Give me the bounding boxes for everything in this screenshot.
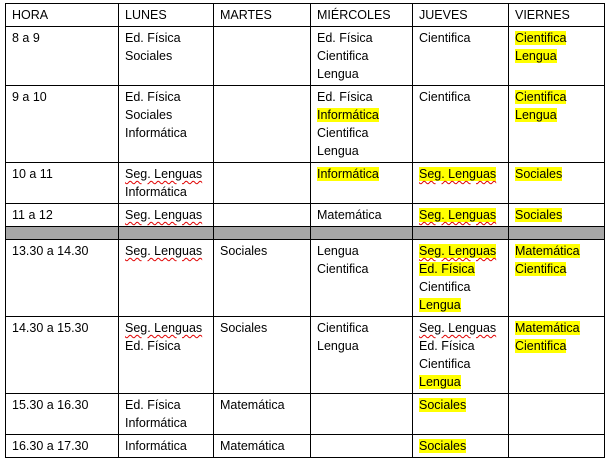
viernes-cell[interactable]: [509, 435, 605, 458]
hora-cell[interactable]: 8 a 9: [6, 27, 119, 86]
highlighted-subject: Lengua: [515, 108, 557, 122]
jueves-cell[interactable]: [413, 240, 509, 317]
schedule-table: [5, 3, 605, 458]
viernes-cell[interactable]: [509, 163, 605, 204]
miercoles-cell[interactable]: [311, 27, 413, 86]
subject-line: [125, 437, 213, 455]
subject-line: [419, 355, 508, 373]
highlighted-subject: Informática: [317, 167, 379, 181]
lunes-cell[interactable]: [119, 240, 214, 317]
subject-line: [419, 242, 508, 260]
miercoles-cell[interactable]: [311, 394, 413, 435]
viernes-cell[interactable]: [509, 317, 605, 394]
martes-cell[interactable]: [214, 394, 311, 435]
header-jueves[interactable]: JUEVES: [413, 4, 509, 27]
subject: Lengua: [317, 67, 359, 81]
viernes-cell[interactable]: [509, 27, 605, 86]
subject-line: [125, 319, 213, 337]
subject-line: [220, 437, 310, 455]
subject-line: [125, 183, 213, 201]
hora-cell[interactable]: 11 a 12: [6, 204, 119, 227]
subject: Matemática: [220, 439, 285, 453]
hora-cell[interactable]: 13.30 a 14.30: [6, 240, 119, 317]
subject: Ed. Física: [125, 90, 181, 104]
subject: Ed. Física: [419, 339, 475, 353]
subject-line: [419, 373, 508, 391]
subject-line: [125, 414, 213, 432]
break-cell[interactable]: [413, 227, 509, 240]
martes-cell[interactable]: [214, 163, 311, 204]
subject: Sociales: [220, 321, 268, 335]
highlighted-subject: Informática: [317, 108, 379, 122]
subject: Matemática: [317, 208, 382, 222]
subject-line: [125, 396, 213, 414]
subject: Seg. Lenguas: [419, 321, 497, 335]
highlighted-subject: Sociales: [515, 167, 563, 181]
subject-line: [419, 206, 508, 224]
hora-cell[interactable]: 14.30 a 15.30: [6, 317, 119, 394]
highlighted-subject: Sociales: [419, 439, 467, 453]
header-viernes[interactable]: VIERNES: [509, 4, 605, 27]
subject-line: [419, 296, 508, 314]
table-row: [6, 317, 605, 394]
subject-line: [125, 106, 213, 124]
highlighted-subject: Matemática: [515, 244, 580, 258]
highlighted-subject: Cientifica: [515, 262, 567, 276]
break-cell[interactable]: [214, 227, 311, 240]
hora-cell[interactable]: 10 a 11: [6, 163, 119, 204]
lunes-cell[interactable]: [119, 317, 214, 394]
lunes-cell[interactable]: [119, 86, 214, 163]
subject: Seg. Lenguas: [125, 321, 203, 335]
highlighted-subject: Ed. Física: [419, 262, 475, 276]
subject-line: [220, 242, 310, 260]
subject: Cientifica: [419, 31, 471, 45]
jueves-cell[interactable]: [413, 86, 509, 163]
subject-line: [515, 88, 604, 106]
subject-line: [317, 29, 412, 47]
lunes-cell[interactable]: [119, 435, 214, 458]
table-row: [6, 86, 605, 163]
jueves-cell[interactable]: [413, 394, 509, 435]
subject-line: [125, 337, 213, 355]
subject-line: [317, 65, 412, 83]
miercoles-cell[interactable]: [311, 240, 413, 317]
table-row: [6, 163, 605, 204]
hora-cell[interactable]: 15.30 a 16.30: [6, 394, 119, 435]
subject: Sociales: [125, 108, 173, 122]
subject-line: [419, 337, 508, 355]
subject-line: [419, 319, 508, 337]
subject-line: [317, 206, 412, 224]
subject-line: [419, 396, 508, 414]
subject: Cientifica: [317, 321, 369, 335]
subject-line: [419, 278, 508, 296]
subject-line: [317, 319, 412, 337]
subject-line: [317, 337, 412, 355]
viernes-cell[interactable]: [509, 204, 605, 227]
subject-line: [515, 47, 604, 65]
table-row: [6, 394, 605, 435]
viernes-cell[interactable]: [509, 240, 605, 317]
lunes-cell[interactable]: [119, 394, 214, 435]
miercoles-cell[interactable]: [311, 435, 413, 458]
subject: Sociales: [220, 244, 268, 258]
subject-line: [419, 88, 508, 106]
subject-line: [419, 29, 508, 47]
subject: Seg. Lenguas: [125, 244, 203, 258]
highlighted-subject: Seg. Lenguas: [419, 244, 497, 258]
table-row: [6, 240, 605, 317]
subject-line: [419, 437, 508, 455]
subject: Lengua: [317, 339, 359, 353]
subject-line: [220, 319, 310, 337]
highlighted-subject: Sociales: [419, 398, 467, 412]
subject-line: [125, 242, 213, 260]
subject-line: [419, 165, 508, 183]
subject: Cientifica: [317, 262, 369, 276]
subject-line: [515, 106, 604, 124]
highlighted-subject: Lengua: [515, 49, 557, 63]
miercoles-cell[interactable]: [311, 317, 413, 394]
subject: Seg. Lenguas: [125, 167, 203, 181]
break-cell[interactable]: [311, 227, 413, 240]
lunes-cell[interactable]: [119, 204, 214, 227]
subject-line: [220, 396, 310, 414]
subject: Informática: [125, 439, 187, 453]
viernes-cell[interactable]: [509, 86, 605, 163]
subject: Ed. Física: [317, 31, 373, 45]
miercoles-cell[interactable]: [311, 86, 413, 163]
subject-line: [515, 337, 604, 355]
highlighted-subject: Sociales: [515, 208, 563, 222]
table-row: [6, 435, 605, 458]
subject: Informática: [125, 126, 187, 140]
subject: Cientifica: [419, 357, 471, 371]
subject-line: [419, 260, 508, 278]
subject: Informática: [125, 185, 187, 199]
highlighted-subject: Seg. Lenguas: [419, 167, 497, 181]
martes-cell[interactable]: [214, 27, 311, 86]
header-lunes[interactable]: LUNES: [119, 4, 214, 27]
subject-line: [125, 165, 213, 183]
break-cell[interactable]: [6, 227, 119, 240]
subject-line: [317, 47, 412, 65]
hora-cell[interactable]: 9 a 10: [6, 86, 119, 163]
highlighted-subject: Seg. Lenguas: [419, 208, 497, 222]
break-cell[interactable]: [119, 227, 214, 240]
subject-line: [515, 260, 604, 278]
subject-line: [515, 242, 604, 260]
subject-line: [317, 106, 412, 124]
jueves-cell[interactable]: [413, 163, 509, 204]
subject: Cientifica: [317, 126, 369, 140]
subject-line: [515, 206, 604, 224]
header-martes[interactable]: MARTES: [214, 4, 311, 27]
highlighted-subject: Lengua: [419, 375, 461, 389]
martes-cell[interactable]: [214, 240, 311, 317]
table-row: [6, 204, 605, 227]
subject: Cientifica: [419, 280, 471, 294]
subject: Lengua: [317, 144, 359, 158]
martes-cell[interactable]: [214, 435, 311, 458]
subject: Seg. Lenguas: [125, 208, 203, 222]
break-cell[interactable]: [509, 227, 605, 240]
martes-cell[interactable]: [214, 317, 311, 394]
viernes-cell[interactable]: [509, 394, 605, 435]
highlighted-subject: Cientifica: [515, 339, 567, 353]
subject-line: [317, 88, 412, 106]
header-row: [6, 4, 605, 27]
martes-cell[interactable]: [214, 86, 311, 163]
subject-line: [125, 47, 213, 65]
subject-line: [125, 206, 213, 224]
jueves-cell[interactable]: [413, 204, 509, 227]
subject: Ed. Física: [317, 90, 373, 104]
highlighted-subject: Matemática: [515, 321, 580, 335]
header-miercoles[interactable]: MIÉRCOLES: [311, 4, 413, 27]
miercoles-cell[interactable]: [311, 204, 413, 227]
subject-line: [317, 165, 412, 183]
subject: Ed. Física: [125, 31, 181, 45]
subject-line: [125, 88, 213, 106]
jueves-cell[interactable]: [413, 317, 509, 394]
martes-cell[interactable]: [214, 204, 311, 227]
subject-line: [515, 319, 604, 337]
subject: Ed. Física: [125, 339, 181, 353]
subject: Lengua: [317, 244, 359, 258]
subject: Cientifica: [419, 90, 471, 104]
subject: Informática: [125, 416, 187, 430]
jueves-cell[interactable]: [413, 435, 509, 458]
subject-line: [515, 29, 604, 47]
table-row: [6, 27, 605, 86]
lunes-cell[interactable]: [119, 163, 214, 204]
lunes-cell[interactable]: [119, 27, 214, 86]
jueves-cell[interactable]: [413, 27, 509, 86]
miercoles-cell[interactable]: [311, 163, 413, 204]
subject-line: [317, 260, 412, 278]
subject-line: [125, 124, 213, 142]
header-hora[interactable]: HORA: [6, 4, 119, 27]
subject-line: [317, 242, 412, 260]
subject: Matemática: [220, 398, 285, 412]
break-row: [6, 227, 605, 240]
highlighted-subject: Cientifica: [515, 90, 567, 104]
subject-line: [515, 165, 604, 183]
subject-line: [317, 124, 412, 142]
subject-line: [317, 142, 412, 160]
highlighted-subject: Cientifica: [515, 31, 567, 45]
subject: Ed. Física: [125, 398, 181, 412]
subject-line: [125, 29, 213, 47]
subject: Sociales: [125, 49, 173, 63]
highlighted-subject: Lengua: [419, 298, 461, 312]
hora-cell[interactable]: 16.30 a 17.30: [6, 435, 119, 458]
subject: Cientifica: [317, 49, 369, 63]
